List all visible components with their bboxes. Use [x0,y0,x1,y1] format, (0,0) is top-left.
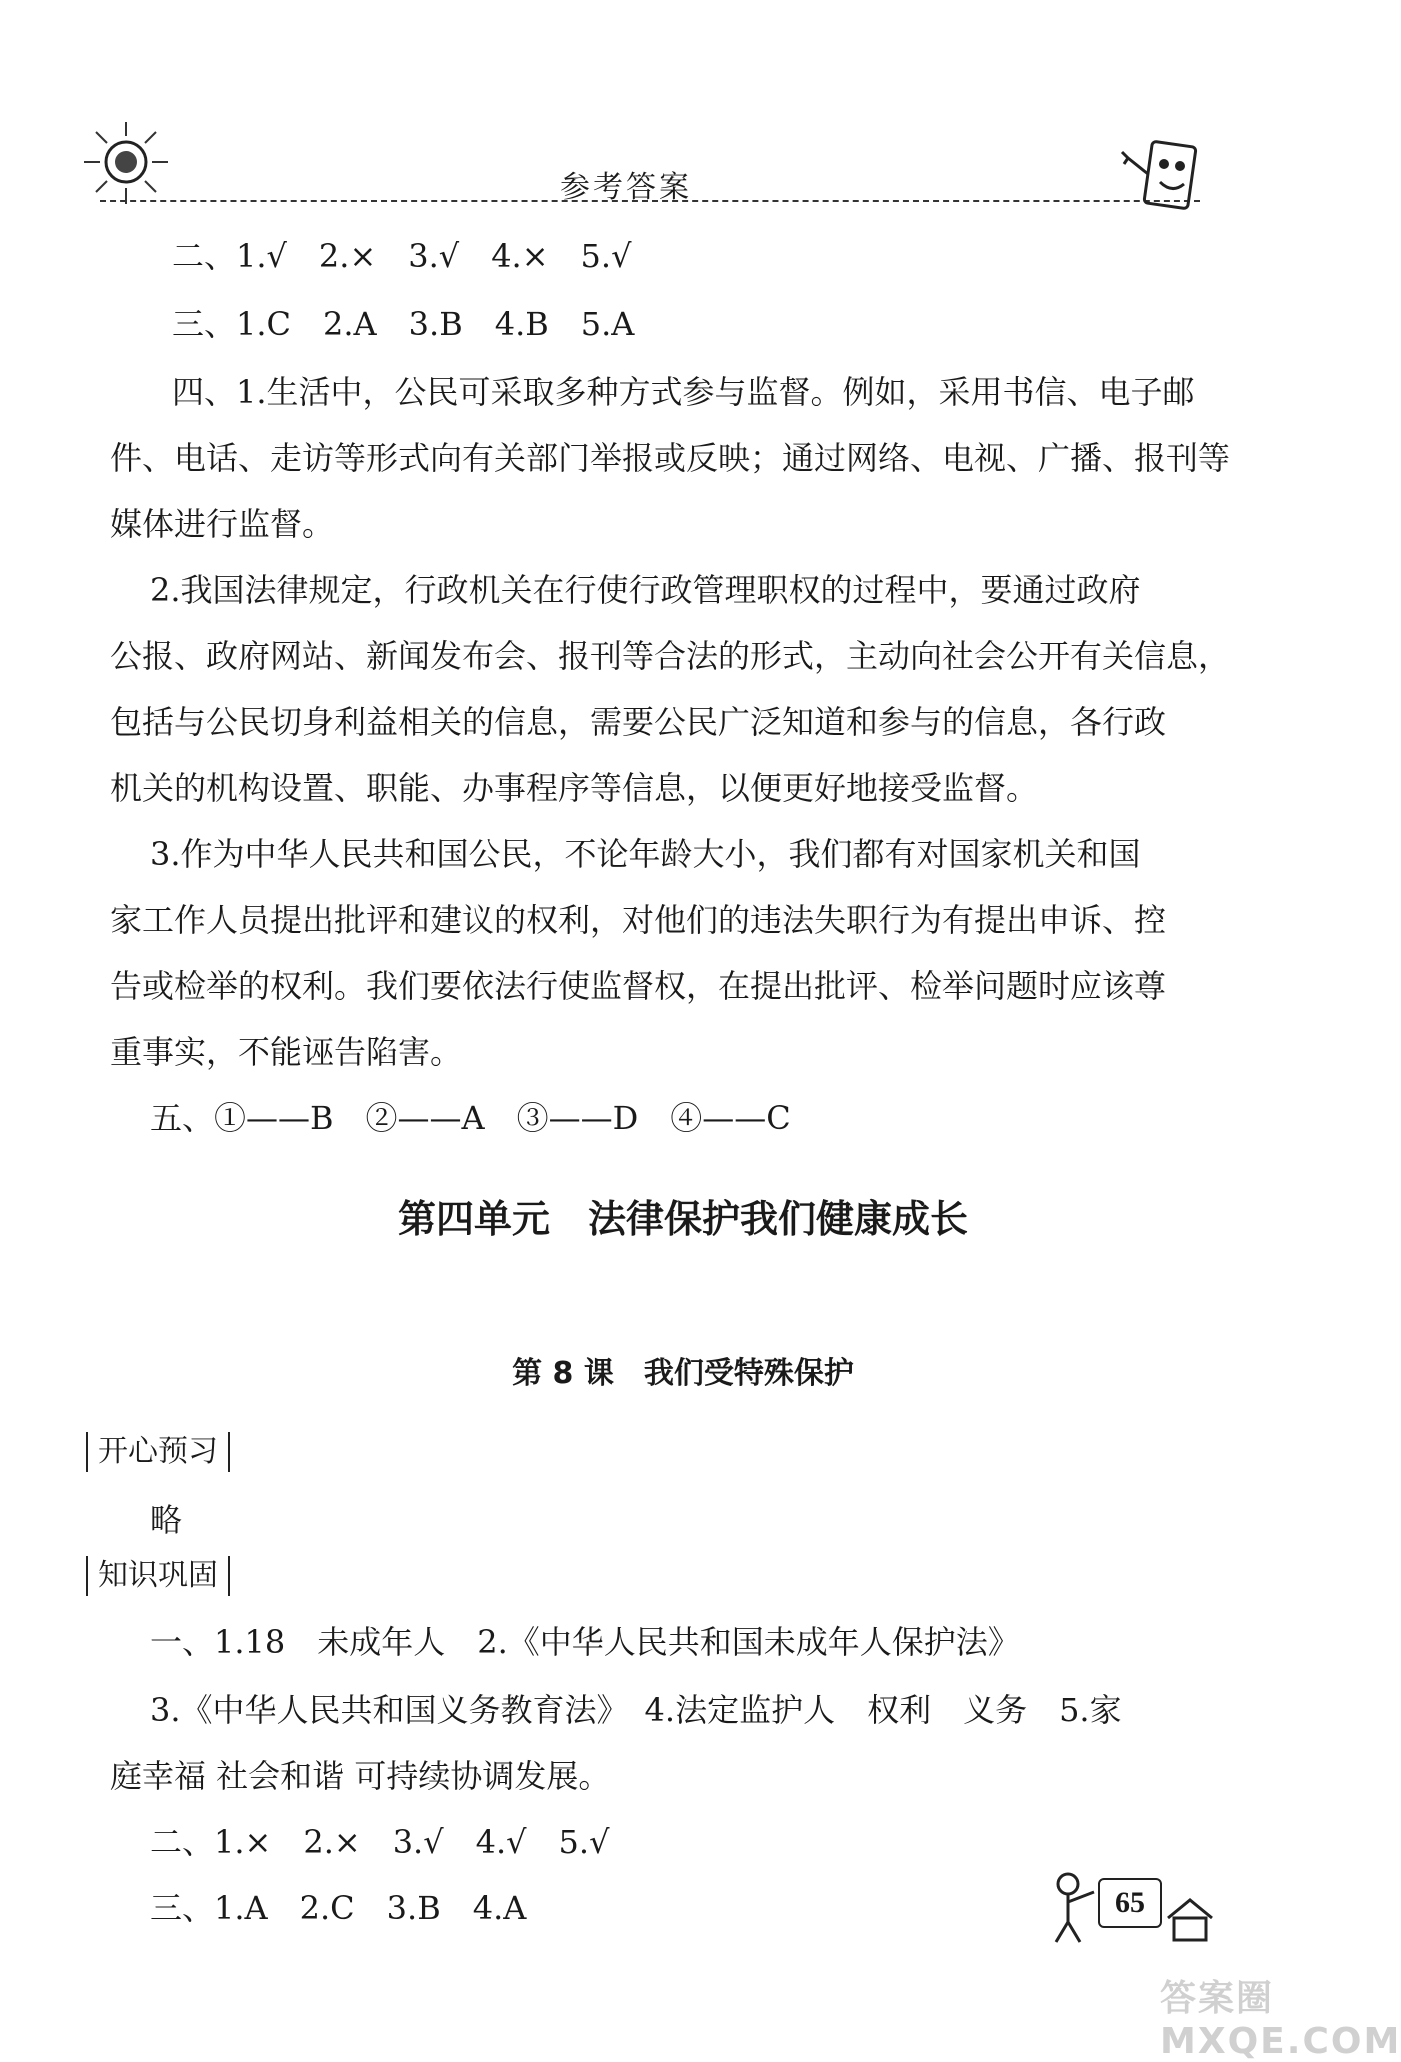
answer-line: 机关的机构设置、职能、办事程序等信息，以便更好地接受监督。 [110,769,1039,807]
answer-line: 包括与公民切身利益相关的信息，需要公民广泛知道和参与的信息，各行政 [110,703,1167,741]
cartoon-kids-icon [1040,1868,1100,1948]
answer-line: 四、1.生活中，公民可采取多种方式参与监督。例如，采用书信、电子邮 [172,373,1195,411]
small-house-icon [1162,1894,1218,1944]
unit-title: 第四单元 法律保护我们健康成长 [397,1197,968,1241]
answer-line: 告或检举的权利。我们要依法行使监督权，在提出批评、检举问题时应该尊 [110,967,1167,1005]
lesson-title: 第 8 课 我们受特殊保护 [512,1356,854,1391]
answer-line: 庭幸福 社会和谐 可持续协调发展。 [110,1757,611,1795]
sun-ornament-icon [78,118,174,208]
answer-line: 3.作为中华人民共和国公民，不论年龄大小，我们都有对国家机关和国 [150,835,1141,873]
answer-line: 三、1.C 2.A 3.B 4.B 5.A [172,305,635,343]
watermark: 答案圈 MXQE.COM [1160,1978,1401,2062]
answer-line: 五、①——B ②——A ③——D ④——C [150,1099,791,1137]
answer-line: 家工作人员提出批评和建议的权利，对他们的违法失职行为有提出申诉、控 [110,901,1167,939]
answer-line: 2.我国法律规定，行政机关在行使行政管理职权的过程中，要通过政府 [150,571,1141,609]
answer-line: 三、1.A 2.C 3.B 4.A [150,1889,527,1927]
answer-line: 媒体进行监督。 [110,505,335,543]
answer-line: 3.《中华人民共和国义务教育法》 4.法定监护人 权利 义务 5.家 [150,1691,1122,1729]
answer-line: 一、1.18 未成年人 2.《中华人民共和国未成年人保护法》 [150,1623,1020,1661]
section-label-preview: 开心预习 [86,1432,230,1472]
page-number: 65 [1098,1878,1162,1928]
answer-line: 公报、政府网站、新闻发布会、报刊等合法的形式，主动向社会公开有关信息， [110,637,1231,675]
answer-line: 件、电话、走访等形式向有关部门举报或反映；通过网络、电视、广播、报刊等 [110,439,1231,477]
answer-line: 重事实，不能诬告陷害。 [110,1033,463,1071]
header-divider [100,200,1200,202]
cartoon-book-icon [1118,138,1204,218]
header-title: 参考答案 [560,170,692,205]
answer-line: 略 [150,1501,183,1539]
answer-line: 二、1.√ 2.× 3.√ 4.× 5.√ [172,237,632,275]
answer-line: 二、1.× 2.× 3.√ 4.√ 5.√ [150,1823,610,1861]
section-label-consolidate: 知识巩固 [86,1556,230,1596]
